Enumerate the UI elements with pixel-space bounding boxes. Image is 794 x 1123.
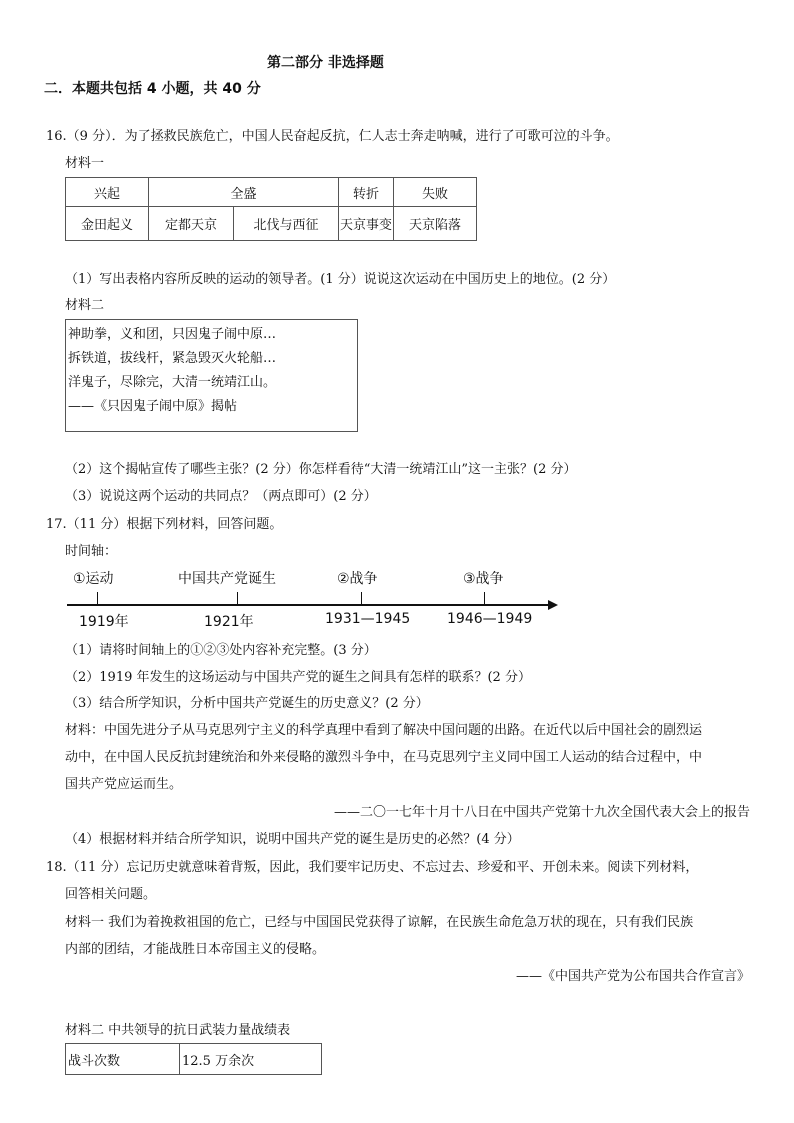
table-cell: 天京陷落 [394, 207, 477, 241]
q16-material2-label: 材料二 [65, 298, 105, 313]
table-cell: 定都天京 [149, 207, 234, 241]
q17-material-line: 材料：中国先进分子从马克思列宁主义的科学真理中看到了解决中国问题的出路。在近代以后中国社会的剧烈运 [65, 723, 703, 738]
q18-material2-label: 材料二 中共领导的抗日武装力量战绩表 [65, 1023, 291, 1038]
q17-material-line: 国共产党应运而生。 [65, 777, 183, 792]
q16-sub1: （1）写出表格内容所反映的运动的领导者。(1 分）说说这次运动在中国历史上的地位。(2 分） [65, 272, 616, 287]
q16-sub2: （2）这个揭帖宣传了哪些主张？(2 分）你怎样看待“大清一统靖江山”这一主张？(2 分） [65, 462, 577, 477]
table-cell: 战斗次数 [66, 1044, 180, 1075]
q17-stem: 17.（11 分）根据下列材料，回答问题。 [46, 517, 283, 532]
table-row [66, 178, 477, 207]
q17-sub1: （1）请将时间轴上的①②③处内容补充完整。(3 分） [65, 643, 377, 658]
table-cell: 兴起 [66, 178, 149, 207]
table-cell: 12.5 万余次 [180, 1044, 322, 1075]
poster-source: ——《只因鬼子闹中原》揭帖 [68, 399, 238, 414]
table-cell: 天京事变 [339, 207, 394, 241]
table-row [66, 1044, 322, 1075]
part-title: 第二部分 非选择题 [267, 55, 384, 71]
poster-line: 神助拳，义和团，只因鬼子闹中原… [68, 327, 277, 342]
timeline-axis [67, 604, 549, 606]
table-cell: 金田起义 [66, 207, 149, 241]
poster-line: 拆铁道，拔线杆，紧急毁灭火轮船… [68, 351, 277, 366]
q18-material1-line: 材料一 我们为着挽救祖国的危亡，已经与中国国民党获得了谅解，在民族生命危急万状的现在，只有我们民族 [65, 915, 694, 930]
timeline-event-3: ②战争 [337, 571, 378, 587]
table-cell: 全盛 [149, 178, 339, 207]
q16-sub3: （3）说说这两个运动的共同点？（两点即可）(2 分） [65, 489, 377, 504]
timeline-date-2: 1921年 [204, 614, 254, 630]
section-header: 二．本题共包括 4 小题，共 40 分 [44, 81, 261, 97]
q17-source: ——二〇一七年十月十八日在中国共产党第十九次全国代表大会上的报告 [333, 805, 750, 820]
timeline-event-2: 中国共产党诞生 [178, 571, 276, 587]
arrow-right-icon [548, 600, 558, 610]
q16-taiping-table [65, 177, 477, 241]
q17-material-line: 动中，在中国人民反抗封建统治和外来侵略的激烈斗争中，在马克思列宁主义同中国工人运动的结合过程中，中 [65, 750, 703, 765]
q16-poster-box [65, 319, 358, 432]
q16-stem: 16.（9 分）．为了拯救民族危亡，中国人民奋起反抗，仁人志士奔走呐喊，进行了可歌可泣的斗争。 [46, 129, 619, 144]
timeline-event-4: ③战争 [463, 571, 504, 587]
q17-sub2: （2）1919 年发生的这场运动与中国共产党的诞生之间具有怎样的联系？(2 分） [65, 670, 531, 685]
table-cell: 失败 [394, 178, 477, 207]
table-cell: 北伐与西征 [234, 207, 339, 241]
table-row [66, 207, 477, 241]
q18-material1-source: ——《中国共产党为公布国共合作宣言》 [515, 969, 750, 984]
timeline-date-1: 1919年 [79, 614, 129, 630]
q18-stem-line: 18.（11 分）忘记历史就意味着背叛，因此，我们要牢记历史、不忘过去、珍爱和平、开创未来。阅读下列材料， [46, 860, 699, 875]
q18-battle-table [65, 1043, 322, 1075]
poster-line: 洋鬼子，尽除完，大清一统靖江山。 [68, 375, 277, 390]
q18-material1-line: 内部的团结，才能战胜日本帝国主义的侵略。 [65, 942, 326, 957]
q16-material1-label: 材料一 [65, 156, 105, 171]
table-cell: 转折 [339, 178, 394, 207]
q17-timeline-label: 时间轴： [65, 544, 118, 559]
timeline-date-4: 1946—1949 [447, 611, 533, 627]
q17-sub3: （3）结合所学知识，分析中国共产党诞生的历史意义？(2 分） [65, 696, 429, 711]
timeline-event-1: ①运动 [73, 571, 114, 587]
q17-sub4: （4）根据材料并结合所学知识，说明中国共产党的诞生是历史的必然？(4 分） [65, 832, 520, 847]
timeline-date-3: 1931—1945 [325, 611, 411, 627]
q18-stem-line: 回答相关问题。 [65, 887, 157, 902]
